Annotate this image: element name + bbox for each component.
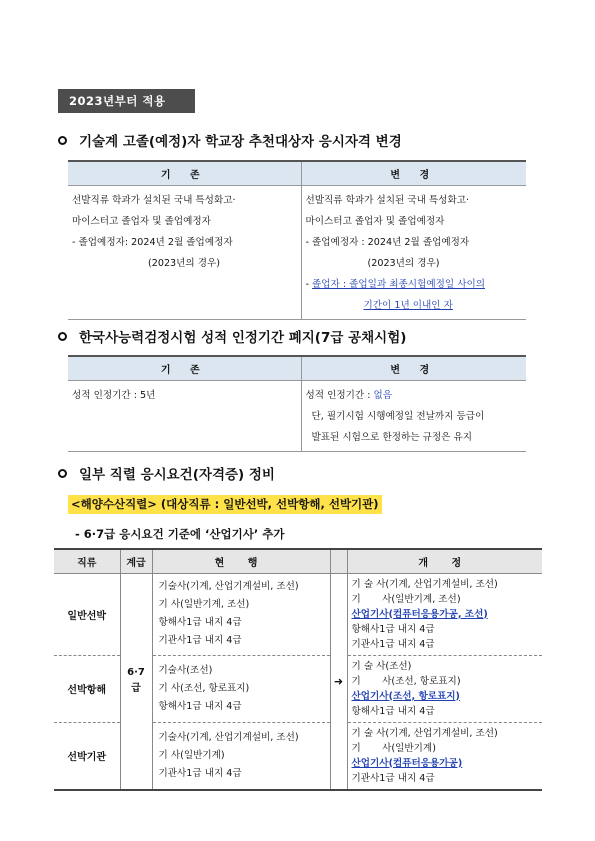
job-cell: 일반선박 [54, 573, 120, 655]
revised-cell [347, 655, 542, 722]
current-cell [152, 722, 330, 790]
right-arrow-icon: ➜ [333, 674, 344, 688]
sub-item: - 6·7급 응시요건 기준에 ‘산업기사’ 추가 [75, 527, 285, 541]
before-line: 선발직류 학과가 설치된 국내 특성화고· [72, 194, 236, 206]
revised-line: 기 술 사(조선) [351, 660, 412, 672]
before-line: (2023년의 경우) [148, 257, 221, 269]
current-cell [152, 655, 330, 722]
new-requirement: 산업기사(컴퓨터응용가공) [351, 757, 463, 769]
section-1-title: 기술계 고졸(예정)자 학교장 추천대상자 응시자격 변경 [79, 134, 402, 150]
none-value: 없음 [373, 389, 393, 401]
after-cell [301, 185, 526, 319]
maritime-subtitle: <해양수산직렬> (대상직류 : 일반선박, 선박항해, 선박기관) [68, 495, 382, 514]
grade-value: 급 [131, 683, 141, 694]
after-line: 마이스터고 졸업자 및 졸업예정자 [305, 215, 445, 227]
applies-from-badge: 2023년부터 적용 [58, 89, 195, 113]
graduate-condition-text: 기간이 1년 이내인 자 [363, 299, 453, 311]
section-1-comparison-table [68, 160, 526, 320]
section-2-heading [58, 326, 406, 346]
revised-line: 기 술 사(기계, 산업기계설비, 조선) [351, 727, 498, 739]
after-new-item: - 졸업자 : 졸업일과 최종시험예정일 사이의 [305, 278, 485, 290]
revised-header: 개 정 [347, 549, 542, 573]
job-cell: 선박항해 [54, 655, 120, 722]
after-line: - 졸업예정자 : 2024년 2월 졸업예정자 [305, 236, 470, 248]
before-header: 기 존 [68, 161, 301, 185]
after-new-item-cont [306, 295, 523, 316]
section-3-title: 일부 직렬 응시요건(자격증) 정비 [79, 467, 275, 483]
revised-line: 기 술 사(기계, 산업기계설비, 조선) [351, 578, 498, 590]
new-requirement: 산업기사(조선, 항로표지) [351, 690, 460, 702]
current-line: 항해사1급 내지 4급 [158, 617, 242, 628]
current-line: 기 사(일반기계) [158, 749, 225, 761]
grade-cell [120, 573, 152, 790]
after-cell [301, 380, 526, 451]
job-header: 직류 [54, 549, 120, 573]
revised-line: 기 사(조선, 항로표지) [351, 675, 461, 687]
current-line: 기 사(조선, 항로표지) [158, 682, 250, 694]
after-line: 단, 필기시험 시행예정일 전날까지 등급이 [311, 410, 485, 422]
circle-bullet-icon [58, 332, 67, 341]
circle-bullet-icon [58, 469, 67, 478]
current-line: 기관사1급 내지 4급 [158, 767, 242, 779]
before-line: 마이스터고 졸업자 및 졸업예정자 [72, 215, 211, 227]
gap-header [330, 549, 347, 573]
before-line: 성적 인정기간 : 5년 [72, 389, 156, 401]
revised-line: 기 사(일반기계, 조선) [351, 593, 461, 605]
after-header: 변 경 [301, 161, 526, 185]
grade-header: 계급 [120, 549, 152, 573]
current-line: 기술사(기계, 산업기계설비, 조선) [158, 581, 299, 592]
before-header: 기 존 [68, 356, 301, 380]
current-line: 기술사(기계, 산업기계설비, 조선) [158, 731, 299, 743]
revised-line: 기 사(일반기계) [351, 742, 436, 754]
job-cell: 선박기관 [54, 722, 120, 790]
current-line: 항해사1급 내지 4급 [158, 700, 242, 712]
arrow-cell [330, 573, 347, 790]
current-cell [152, 573, 330, 655]
current-line: 기 사(일반기계, 조선) [158, 599, 250, 610]
revised-cell [347, 573, 542, 655]
before-line: - 졸업예정자: 2024년 2월 졸업예정자 [72, 236, 233, 248]
section-2-comparison-table [68, 355, 526, 452]
circle-bullet-icon [58, 136, 67, 145]
section-3-heading [58, 463, 275, 483]
revised-line: 기관사1급 내지 4급 [351, 772, 435, 784]
section-2-title: 한국사능력검정시험 성적 인정기간 폐지(7급 공채시험) [79, 330, 407, 346]
after-line: (2023년의 경우) [367, 257, 440, 269]
qualification-table [54, 548, 542, 791]
graduate-condition-text: 졸업자 : 졸업일과 최종시험예정일 사이의 [312, 278, 485, 290]
revised-line: 기관사1급 내지 4급 [351, 638, 435, 650]
current-line: 기술사(조선) [158, 664, 213, 676]
after-line: 발표된 시험으로 한정하는 규정은 유지 [311, 431, 472, 443]
before-cell [68, 185, 301, 319]
current-line: 기관사1급 내지 4급 [158, 635, 242, 646]
current-header: 현 행 [152, 549, 330, 573]
revised-line: 항해사1급 내지 4급 [351, 623, 435, 635]
revised-line: 항해사1급 내지 4급 [351, 705, 435, 717]
new-requirement: 산업기사(컴퓨터응용가공, 조선) [351, 608, 488, 620]
after-line: 선발직류 학과가 설치된 국내 특성화고· [305, 194, 470, 206]
revised-cell [347, 722, 542, 790]
after-header: 변 경 [301, 356, 526, 380]
before-cell [68, 380, 301, 451]
after-line: 성적 인정기간 : 없음 [305, 389, 393, 401]
grade-value: 6·7 [127, 667, 145, 678]
section-1-heading [58, 130, 402, 150]
